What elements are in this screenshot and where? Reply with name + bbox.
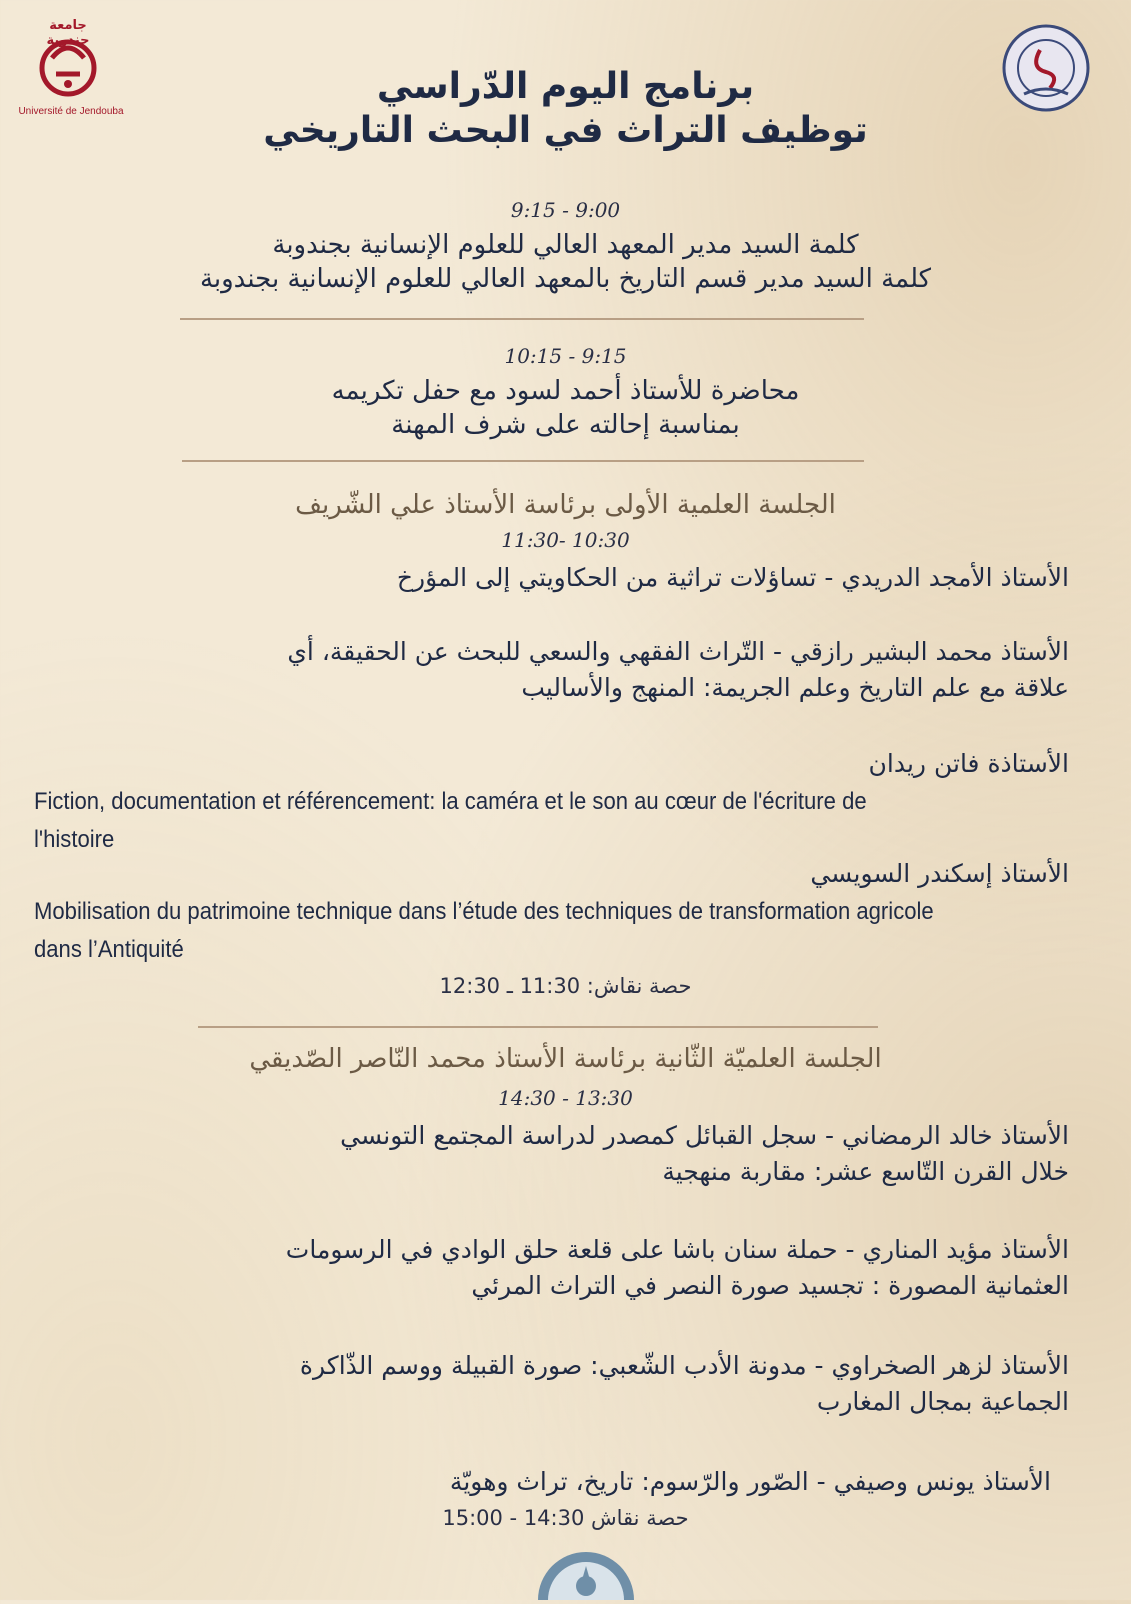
session2-talk1-line2: خلال القرن التّاسع عشر: مقاربة منهجية bbox=[662, 1157, 1069, 1186]
session2-talk4: الأستاذ يونس وصيفي - الصّور والرّسوم: تاريخ، تراث وهويّة bbox=[449, 1467, 1051, 1496]
session1-talk3-title-line2: l'histoire bbox=[34, 826, 115, 853]
session2-title: الجلسة العلميّة الثّانية برئاسة الأستاذ محمد النّاصر الصّديقي bbox=[249, 1044, 882, 1074]
decorative-rosette-emblem bbox=[538, 1552, 634, 1600]
session1-title: الجلسة العلمية الأولى برئاسة الأستاذ علي الشّريف bbox=[295, 490, 836, 520]
lecture-time: 10:15 - 9:15 bbox=[504, 344, 627, 368]
lecture-line1: محاضرة للأستاذ أحمد لسود مع حفل تكريمه bbox=[331, 376, 800, 406]
session2-talk2-line2: العثمانية المصورة : تجسيد صورة النصر في التراث المرئي bbox=[471, 1271, 1069, 1300]
page-title-line1: برنامج اليوم الدّراسي bbox=[376, 66, 755, 107]
session1-talk3-speaker: الأستاذة فاتن ريدان bbox=[868, 749, 1069, 778]
session1-talk3-title-line1: Fiction, documentation et référencement: la caméra et le son au cœur de l'écriture de bbox=[34, 788, 867, 815]
divider bbox=[180, 318, 864, 320]
session2-talk2-line1: الأستاذ مؤيد المناري - حملة سنان باشا على قلعة حلق الوادي في الرسومات bbox=[285, 1235, 1069, 1264]
session1-talk4-title-line2: dans l’Antiquité bbox=[34, 936, 184, 963]
session1-talk1: الأستاذ الأمجد الدريدي - تساؤلات تراثية من الحكاويتي إلى المؤرخ bbox=[396, 563, 1069, 592]
logo-french-text: Université de Jendouba bbox=[18, 106, 124, 117]
logo-arabic-text: جامعة جندوبة bbox=[46, 18, 90, 48]
lecture-line2: بمناسبة إحالته على شرف المهنة bbox=[391, 410, 740, 440]
session1-talk4-title-line1: Mobilisation du patrimoine technique dans l’étude des techniques de transformation agricole bbox=[34, 898, 934, 925]
divider bbox=[198, 1026, 878, 1028]
session2-time: 14:30 - 13:30 bbox=[498, 1086, 633, 1110]
session1-talk2-line2: علاقة مع علم التاريخ وعلم الجريمة: المنهج والأساليب bbox=[521, 673, 1069, 702]
opening-line1: كلمة السيد مدير المعهد العالي للعلوم الإنسانية بجندوبة bbox=[272, 230, 859, 260]
session2-discussion: حصة نقاش 14:30 - 15:00 bbox=[442, 1506, 689, 1530]
divider bbox=[182, 460, 864, 462]
session2-talk1-line1: الأستاذ خالد الرمضاني - سجل القبائل كمصدر لدراسة المجتمع التونسي bbox=[340, 1121, 1069, 1150]
session1-talk4-speaker: الأستاذ إسكندر السويسي bbox=[810, 859, 1069, 888]
opening-line2: كلمة السيد مدير قسم التاريخ بالمعهد العالي للعلوم الإنسانية بجندوبة bbox=[199, 264, 932, 294]
session2-talk3-line1: الأستاذ لزهر الصخراوي - مدونة الأدب الشّعبي: صورة القبيلة ووسم الذّاكرة bbox=[299, 1351, 1069, 1380]
page-title-line2: توظيف التراث في البحث التاريخي bbox=[263, 110, 868, 151]
session1-discussion: حصة نقاش: 11:30 ـ 12:30 bbox=[439, 974, 692, 998]
session1-talk2-line1: الأستاذ محمد البشير رازقي - التّراث الفقهي والسعي للبحث عن الحقيقة، أي bbox=[287, 637, 1069, 666]
opening-time: 9:15 - 9:00 bbox=[510, 198, 621, 222]
session1-time: 11:30- 10:30 bbox=[501, 528, 630, 552]
session2-talk3-line2: الجماعية بمجال المغارب bbox=[816, 1387, 1069, 1416]
